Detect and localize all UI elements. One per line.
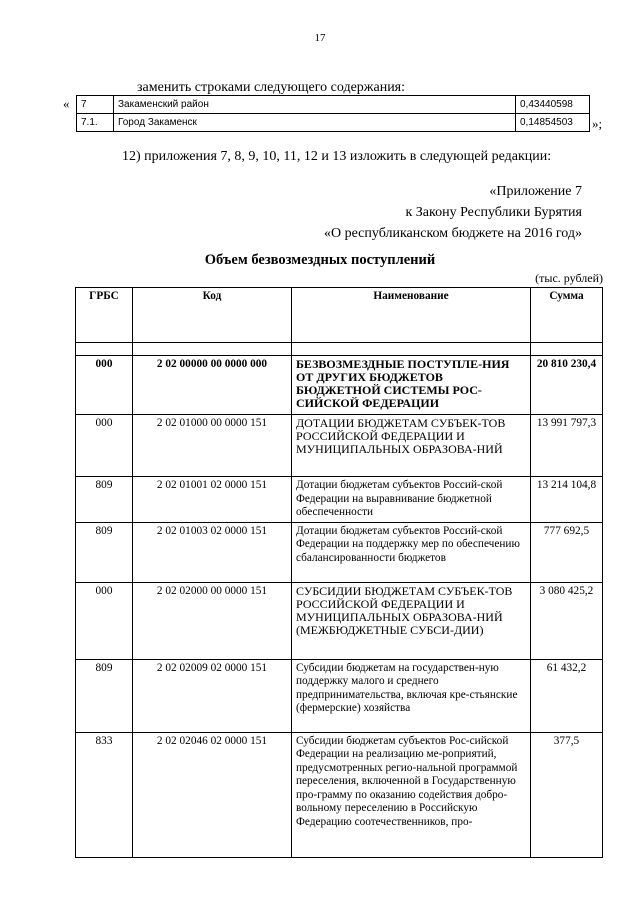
- appendix-line: «О республиканском бюджете на 2016 год»: [324, 226, 582, 241]
- cell-name: СУБСИДИИ БЮДЖЕТАМ СУБЪЕК-ТОВ РОССИЙСКОЙ ФЕДЕРАЦИИ И МУНИЦИПАЛЬНЫХ ОБРАЗОВА-НИЙ (МЕЖБЮДЖЕТНЫЕ СУБСИ-ДИИ): [292, 582, 531, 659]
- cell-grbs: 809: [76, 477, 133, 523]
- units-label: (тыс. рублей): [535, 271, 603, 285]
- cell-code: 2 02 02000 00 0000 151: [133, 582, 292, 659]
- table-row: [76, 477, 603, 523]
- cell-sum: 13 214 104,8: [531, 477, 603, 523]
- cell-grbs: 000: [76, 582, 133, 659]
- header-name: Наименование: [292, 288, 531, 343]
- header-sum: Сумма: [531, 288, 603, 343]
- quote-open: «: [63, 96, 70, 111]
- replacement-row: [77, 114, 590, 132]
- cell-name: ДОТАЦИИ БЮДЖЕТАМ СУБЪЕК-ТОВ РОССИЙСКОЙ ФЕДЕРАЦИИ И МУНИЦИПАЛЬНЫХ ОБРАЗОВА-НИЙ: [292, 415, 531, 477]
- cell-code: 2 02 02046 02 0000 151: [133, 732, 292, 857]
- table-row: [76, 356, 603, 415]
- appendix-header: [324, 181, 582, 244]
- cell-name: БЕЗВОЗМЕЗДНЫЕ ПОСТУПЛЕ-НИЯ ОТ ДРУГИХ БЮДЖЕТОВ БЮДЖЕТНОЙ СИСТЕМЫ РОС-СИЙСКОЙ ФЕДЕРАЦИИ: [292, 356, 531, 415]
- cell-name: Субсидии бюджетам на государствен-ную поддержку малого и среднего предпринимательства, включая кре-стьянские (фермерские) хозяйства: [292, 659, 531, 732]
- cell-grbs: 809: [76, 522, 133, 582]
- table-row: [76, 659, 603, 732]
- replacement-name: Закаменский район: [114, 96, 516, 114]
- cell-grbs: 809: [76, 659, 133, 732]
- cell-code: 2 02 01000 00 0000 151: [133, 415, 292, 477]
- table-row: [76, 415, 603, 477]
- table-title: Объем безвозмездных поступлений: [204, 252, 436, 268]
- quote-close: »;: [592, 116, 603, 131]
- cell-sum: 377,5: [531, 732, 603, 857]
- item-12-text: 12) приложения 7, 8, 9, 10, 11, 12 и 13 изложить в следующей редакции:: [122, 149, 552, 164]
- cell-sum: 20 810 230,4: [531, 356, 603, 415]
- cell-code: 2 02 00000 00 0000 000: [133, 356, 292, 415]
- cell-code: 2 02 02009 02 0000 151: [133, 659, 292, 732]
- table-row: [76, 582, 603, 659]
- replacement-num: 7: [77, 96, 114, 114]
- appendix-line: «Приложение 7: [489, 184, 582, 199]
- table-gap-row: [76, 343, 603, 356]
- replacement-value: 0,43440598: [516, 96, 590, 114]
- cell-name: Дотации бюджетам субъектов Россий-ской Федерации на поддержку мер по обеспечению сбалансированности бюджетов: [292, 522, 531, 582]
- table-row: [76, 732, 603, 857]
- cell-name: Субсидии бюджетам субъектов Рос-сийской Федерации на реализацию ме-роприятий, предусмотренных регио-нальной программой переселения, включенной в Государственную про-грамму по оказанию содействия добро-вольному переселению в Российскую Федерацию соотечественников, про-: [292, 732, 531, 857]
- cell-grbs: 833: [76, 732, 133, 857]
- replacement-name: Город Закаменск: [114, 114, 516, 132]
- page-number: 17: [314, 32, 326, 44]
- replacement-value: 0,14854503: [516, 114, 590, 132]
- cell-sum: 777 692,5: [531, 522, 603, 582]
- header-grbs: ГРБС: [76, 288, 133, 343]
- header-code: Код: [133, 288, 292, 343]
- table-header-row: [76, 288, 603, 343]
- replacement-num: 7.1.: [77, 114, 114, 132]
- cell-sum: 13 991 797,3: [531, 415, 603, 477]
- cell-sum: 3 080 425,2: [531, 582, 603, 659]
- replacement-row: [77, 96, 590, 114]
- replacement-table: [76, 95, 590, 132]
- cell-grbs: 000: [76, 415, 133, 477]
- cell-grbs: 000: [76, 356, 133, 415]
- cell-code: 2 02 01001 02 0000 151: [133, 477, 292, 523]
- cell-code: 2 02 01003 02 0000 151: [133, 522, 292, 582]
- revenue-table: [75, 287, 603, 858]
- appendix-line: к Закону Республики Бурятия: [405, 205, 582, 220]
- cell-sum: 61 432,2: [531, 659, 603, 732]
- cell-name: Дотации бюджетам субъектов Россий-ской Федерации на выравнивание бюджетной обеспеченности: [292, 477, 531, 523]
- replace-intro-text: заменить строками следующего содержания:: [137, 80, 406, 95]
- table-row: [76, 522, 603, 582]
